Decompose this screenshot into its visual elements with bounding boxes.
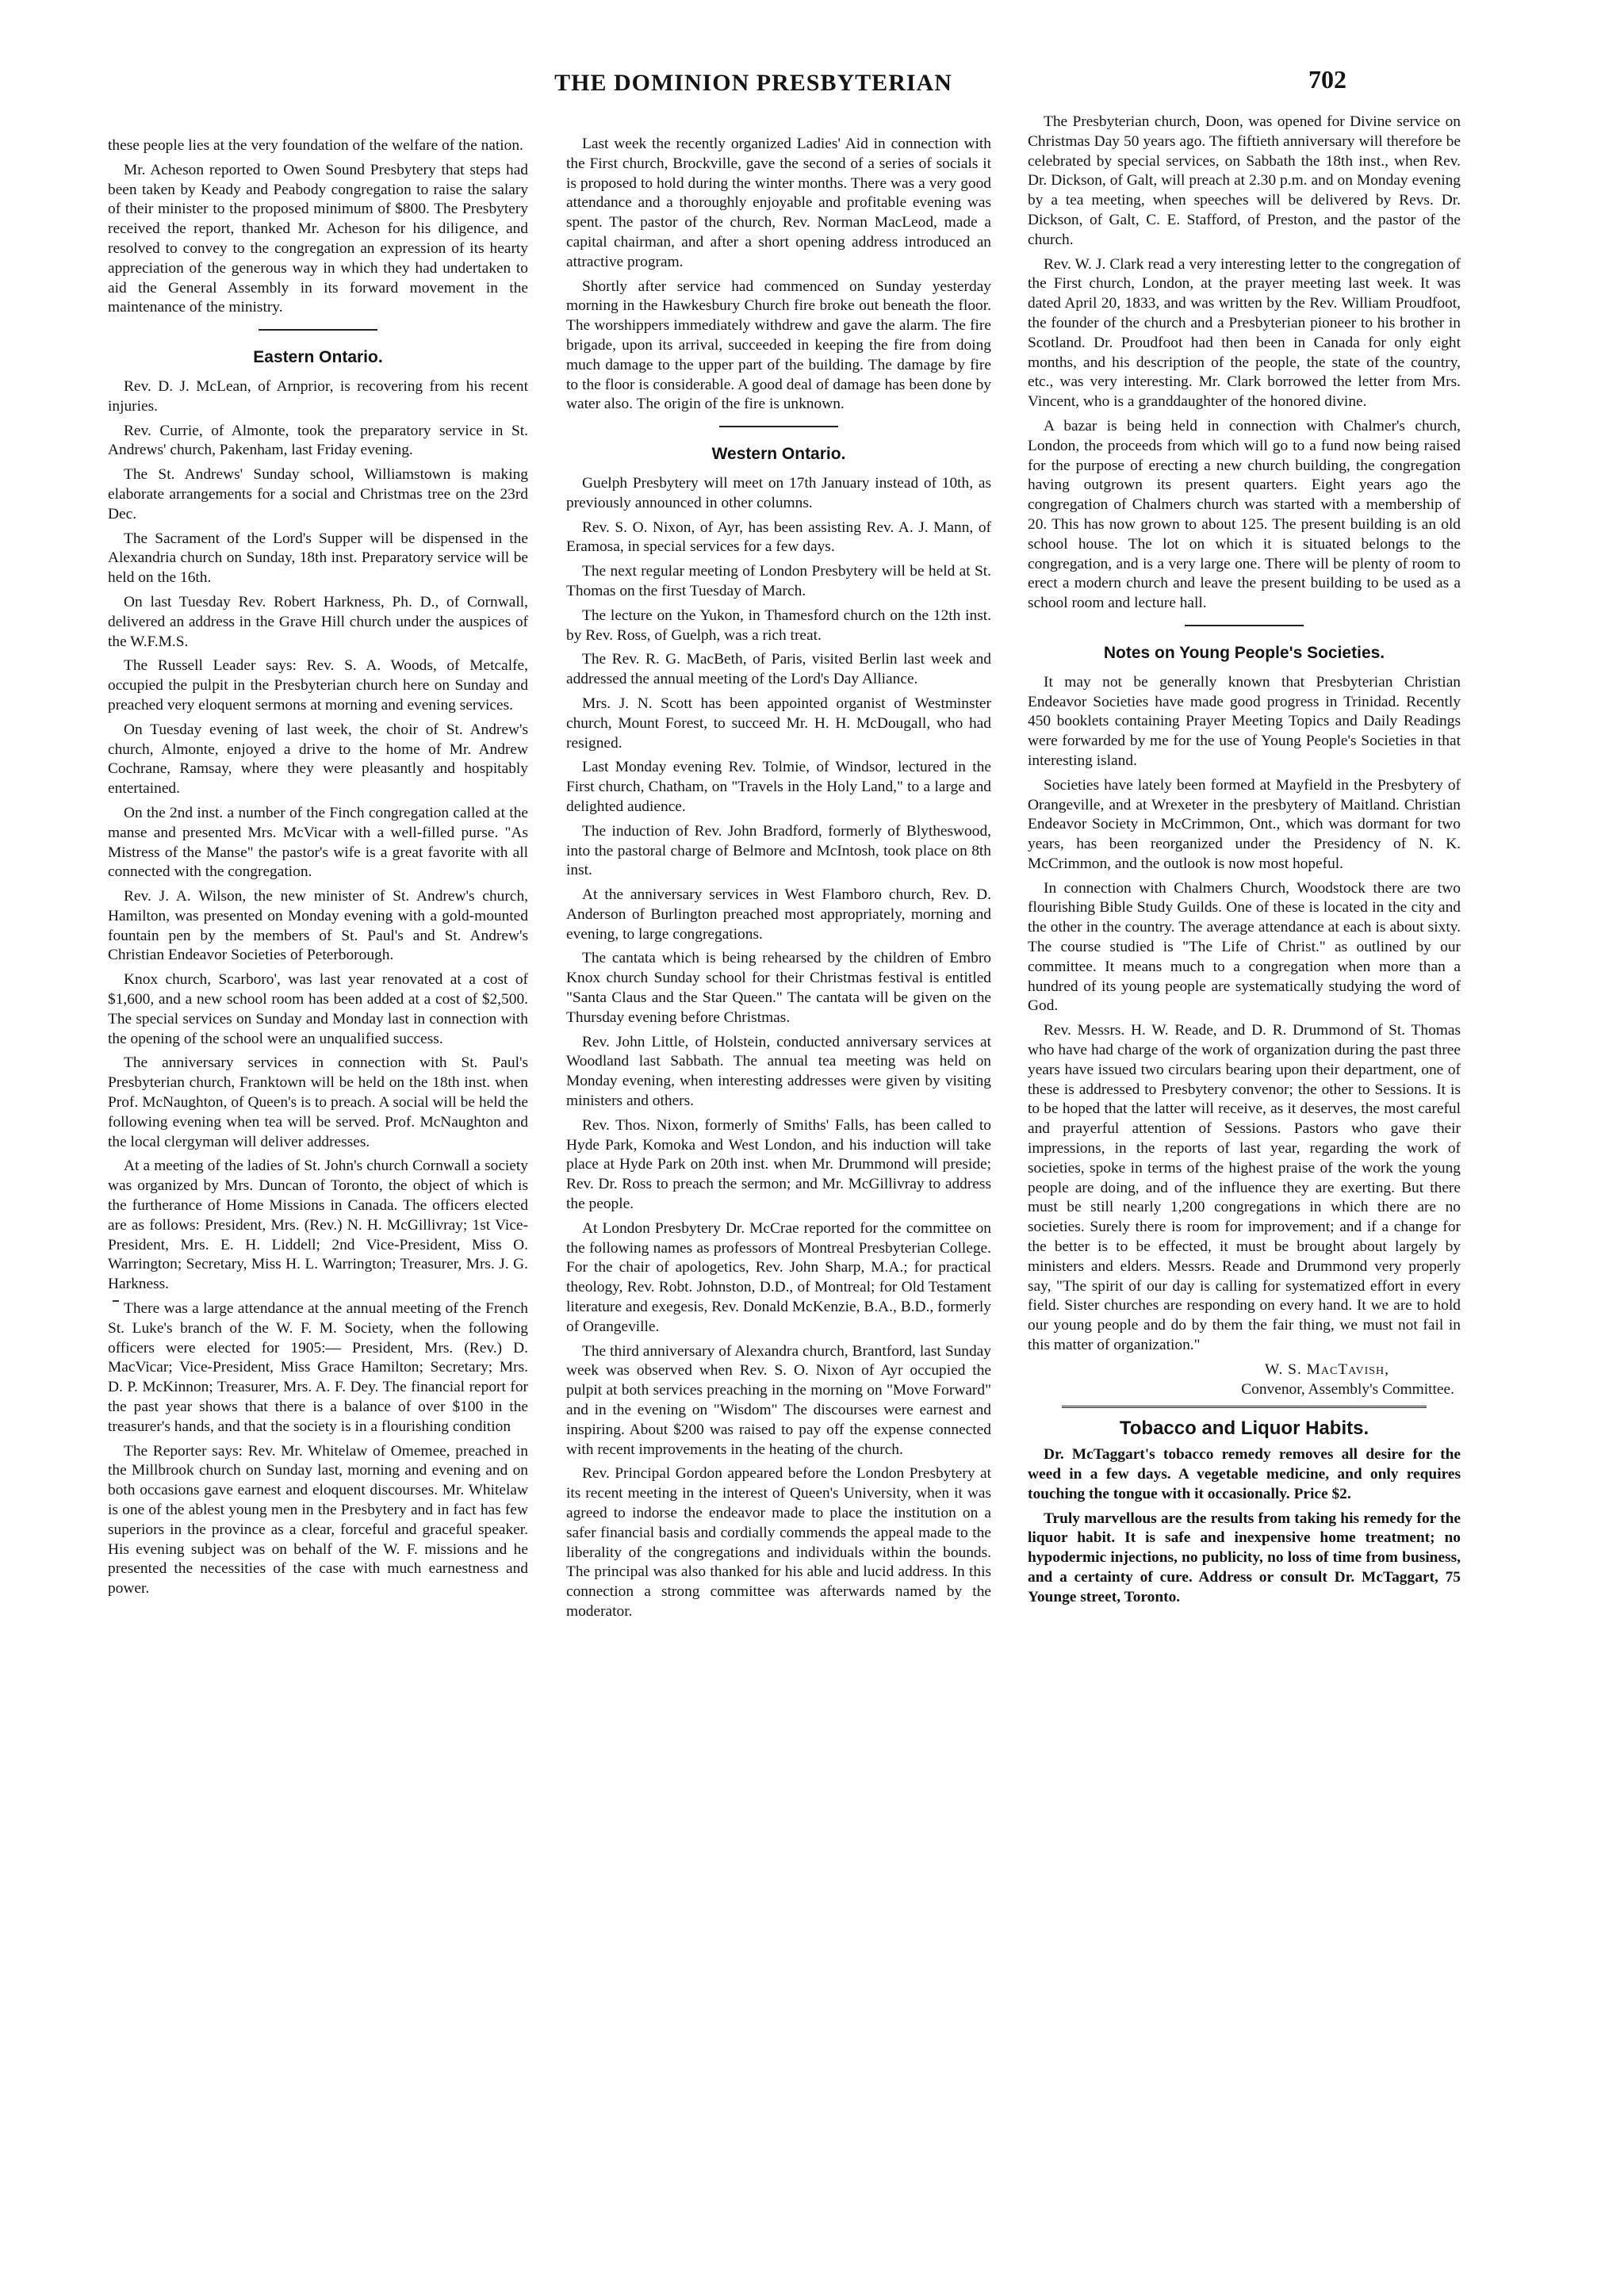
paragraph: these people lies at the very foundation of the welfare of the nation. — [108, 137, 523, 154]
paragraph: Rev. John Little, of Holstein, conducted anniversary services at Woodland last Sabbath. The annual tea meeting was held on Monday evening, when interesting addresses were given by visiting ministers and others. — [566, 1033, 991, 1110]
advertisement-paragraph: Truly marvellous are the results from taking his remedy for the liquor habit. It is safe and inexpensive home treatment; no hypodermic injections, no publicity, no loss of time from business, and a certainty of cure. Address or consult Dr. McTaggart, 75 Younge street, Toronto. — [1028, 1510, 1461, 1605]
paragraph: A bazar is being held in connection with Chalmer's church, London, the proceeds from which will go to a fund now being raised for the purpose of erecting a new church building, the congregation having outgrown its present quarters. Eight years ago the congregation of Chalmers church was started with a membership of 20. This has now grown to about 125. The present building is an old school house. The lot on which it is situated belongs to the congregation, and is a very large one. There will be plenty of room to erect a modern church and leave the present building to be used as a school room and lecture hall. — [1028, 417, 1461, 612]
paragraph: Rev. Principal Gordon appeared before the London Presbytery at its recent meeting in the interest of Queen's University, when it was agreed to indorse the endeavor made to place the institution on a safer financial basis and cordially commends the appeal made to the liberality of the congregations and individuals within the bounds. The principal was also thanked for his able and lucid address. In this connection a strong committee was afterwards named by the moderator. — [566, 1465, 991, 1620]
paragraph: Societies have lately been formed at Mayfield in the Presbytery of Orangeville, and at Wrexeter in the presbytery of Maitland. Christian Endeavor Society in McCrimmon, Ont., which was dormant for two years, has been reorganized under the Presidency of N. K. McCrimmon, and the outlook is now most hopeful. — [1028, 776, 1461, 872]
paragraph: Mrs. J. N. Scott has been appointed organist of Westminster church, Mount Forest, to succeed Mr. H. H. McDougall, who had resigned. — [566, 695, 991, 752]
paragraph: The anniversary services in connection with St. Paul's Presbyterian church, Franktown will be held on the 18th inst. when Prof. McNaughton, of Queen's is to preach. A social will be held the following evening when tea will be served. Prof. McNaughton and the local clergyman will deliver addresses. — [108, 1054, 528, 1150]
paragraph: The Rev. R. G. MacBeth, of Paris, visited Berlin last week and addressed the annual meeting of the Lord's Day Alliance. — [566, 651, 991, 688]
paragraph: Rev. J. A. Wilson, the new minister of St. Andrew's church, Hamilton, was presented on Monday evening with a gold-mounted fountain pen by the members of St. Paul's and St. Andrew's Christian Endeavor Societies of Peterborough. — [108, 888, 528, 964]
paragraph: Rev. Thos. Nixon, formerly of Smiths' Falls, has been called to Hyde Park, Komoka and West London, and his induction will take place at Hyde Park on 20th inst. when Mr. Drummond will preside; Rev. Dr. Ross to preach the sermon; and Mr. McGillivray to address the people. — [566, 1116, 991, 1213]
paragraph: Mr. Acheson reported to Owen Sound Presbytery that steps had been taken by Keady and Peabody congregation to raise the salary of their minister to the proposed minimum of $800. The Presbytery received the report, thanked Mr. Acheson for his diligence, and resolved to convey to the congregation an expression of its hearty appreciation of the generous way in which they had undertaken to aid the General Assembly in its forward movement in the maintenance of the ministry. — [108, 161, 528, 316]
paragraph: Rev. W. J. Clark read a very interesting letter to the congregation of the First church, London, at the prayer meeting last week. It was dated April 20, 1833, and was written by the Rev. William Proudfoot, the founder of the church and a Presbyterian pioneer to his brother in Scotland. Dr. Proudfoot had then been in Canada for only eight months, and his description of the people, the state of the country, etc., was very interesting. Mr. Clark borrowed the letter from Mrs. Vincent, who is a granddaughter of the honored divine. — [1028, 255, 1461, 411]
paragraph: The third anniversary of Alexandra church, Brantford, last Sunday week was observed when Rev. S. O. Nixon of Ayr occupied the pulpit at both services preaching in the morning on "Move Forward" and in the evening on "Wisdom" The discourses were earnest and inspiring. About $200 was raised to pay off the expense connected with recent improvements in the heating of the church. — [566, 1342, 991, 1458]
paragraph: Rev. Currie, of Almonte, took the preparatory service in St. Andrews' church, Pakenham, last Friday evening. — [108, 422, 528, 459]
paragraph: The lecture on the Yukon, in Thamesford church on the 12th inst. by Rev. Ross, of Guelph, was a rich treat. — [566, 607, 991, 644]
paragraph: In connection with Chalmers Church, Woodstock there are two flourishing Bible Study Guilds. One of these is located in the city and the other in the country. The average attendance at each is about sixty. The course studied is "The Life of Christ." as outlined by our committee. It means much to a congregation when more than a hundred of its young people are systematically studying the word of God. — [1028, 879, 1461, 1015]
paragraph: On Tuesday evening of last week, the choir of St. Andrew's church, Almonte, enjoyed a drive to the home of Mr. Andrew Cochrane, Ramsay, where they were pleasantly and hospitably entertained. — [108, 721, 528, 798]
paragraph: Shortly after service had commenced on Sunday yesterday morning in the Hawkesbury Church fire broke out beneath the floor. The worshippers immediately withdrew and gave the alarm. The fire brigade, upon its arrival, succeeded in keeping the fire from doing much damage to the upper part of the building. The damage by fire to the floor is considerable. A good deal of damage has been done by water also. The origin of the fire is unknown. — [566, 277, 991, 413]
paragraph: The Sacrament of the Lord's Supper will be dispensed in the Alexandria church on Sunday, 18th inst. Preparatory service will be held on the 16th. — [108, 530, 528, 587]
advertisement-paragraph: Dr. McTaggart's tobacco remedy removes all desire for the weed in a few days. A vegetable medicine, and only requires touching the tongue with it occasionally. Price $2. — [1028, 1446, 1461, 1502]
section-heading-eastern-ontario: Eastern Ontario. — [253, 348, 383, 367]
paragraph: Rev. D. J. McLean, of Arnprior, is recovering from his recent injuries. — [108, 377, 528, 415]
section-divider — [259, 329, 377, 331]
paragraph: The Russell Leader says: Rev. S. A. Woods, of Metcalfe, occupied the pulpit in the Presbyterian church here on Sunday and preached very eloquent sermons at morning and evening services. — [108, 657, 528, 714]
paragraph: Knox church, Scarboro', was last year renovated at a cost of $1,600, and a new school room has been added at a cost of $2,500. The special services on Sunday and Monday last in connection with the opening of the school were an unqualified success. — [108, 971, 528, 1047]
paragraph: Last Monday evening Rev. Tolmie, of Windsor, lectured in the First church, Chatham, on "Travels in the Holy Land," to a large and delighted audience. — [566, 759, 991, 815]
page-number: 702 — [1308, 65, 1346, 94]
paragraph: The induction of Rev. John Bradford, formerly of Blytheswood, into the pastoral charge of Belmore and McIntosh, took place on 8th inst. — [566, 822, 991, 879]
paragraph: At a meeting of the ladies of St. John's church Cornwall a society was organized by Mrs. Duncan of Toronto, the object of which is the furtherance of Home Missions in Canada. The officers elected are as follows: President, Mrs. (Rev.) N. H. McGillivray; 1st Vice-President, Mrs. E. H. Liddell; 2nd Vice-President, Miss O. Warrington; Secretary, Miss H. L. Warrington; Treasurer, Mrs. J. G. Harkness. — [108, 1158, 528, 1293]
paragraph: Rev. S. O. Nixon, of Ayr, has been assisting Rev. A. J. Mann, of Eramosa, in special services for a few days. — [566, 519, 991, 556]
signature-title: Convenor, Assembly's Committee. — [1241, 1380, 1454, 1398]
paragraph: It may not be generally known that Presbyterian Christian Endeavor Societies have made good progress in Trinidad. Recently 450 booklets containing Prayer Meeting Topics and Daily Readings were forwarded by me for the use of Young People's Societies in that interesting island. — [1028, 673, 1461, 769]
paragraph: The cantata which is being rehearsed by the children of Embro Knox church Sunday school for their Christmas festival is entitled "Santa Claus and the Star Queen." The cantata will be given on the Thursday evening before Christmas. — [566, 950, 991, 1026]
page-title: THE DOMINION PRESBYTERIAN — [554, 70, 952, 96]
paragraph: Rev. Messrs. H. W. Reade, and D. R. Drummond of St. Thomas who have had charge of the work of organization during the past three years have issued two circulars bearing upon their department, one of these is addressed to Presbytery convenor; the other to Sessions. It is to be hoped that the latter will receive, as it deserves, the most careful and prayerful attention of Sessions. Pastors who gave their impressions, in the reports of last year, regarding the work of societies, spoke in terms of the highest praise of the work the young people are doing, and of the influence they are exerting. But there must be still nearly 1,200 congregations in which there are no societies. Surely there is room for improvement; and if a change for the better is to be effected, it must be brought about largely by ministers and elders. Messrs. Reade and Drummond very properly say, "The spirit of our day is calling for systematized effort in every field. Sister churches are responding on every hand. It we are to hold our young people and do by them the fair thing, we must not fail in this matter of organization." — [1028, 1022, 1461, 1354]
paragraph: On last Tuesday Rev. Robert Harkness, Ph. D., of Cornwall, delivered an address in the Grave Hill church under the auspices of the W.F.M.S. — [108, 593, 528, 650]
advertisement-divider — [1062, 1406, 1427, 1408]
signature-name: W. S. MacTavish, — [1264, 1360, 1389, 1378]
advertisement-heading: Tobacco and Liquor Habits. — [1119, 1418, 1369, 1440]
column-1 — [108, 136, 528, 1604]
paragraph: The next regular meeting of London Presbytery will be held at St. Thomas on the first Tuesday of March. — [566, 563, 991, 599]
paragraph: The St. Andrews' Sunday school, Williamstown is making elaborate arrangements for a social and Christmas tree on the 23rd Dec. — [108, 466, 528, 522]
paragraph: On the 2nd inst. a number of the Finch congregation called at the manse and presented Mrs. McVicar with a well-filled purse. "As Mistress of the Manse" the pastor's wife is a great favorite with all connected with the congregation. — [108, 804, 528, 881]
column-2 — [566, 135, 991, 1627]
paragraph: Last week the recently organized Ladies' Aid in connection with the First church, Brockville, gave the second of a series of socials it is proposed to hold during the winter months. There was a very good attendance and a thoroughly enjoyable and profitable evening was spent. The pastor of the church, Rev. Norman MacLeod, made a capital chairman, and after a short opening address introduced an attractive program. — [566, 136, 991, 270]
section-divider — [719, 426, 838, 427]
column-3 — [1028, 113, 1461, 1613]
section-divider — [1185, 625, 1304, 626]
paragraph: At London Presbytery Dr. McCrae reported for the committee on the following names as professors of Montreal Presbyterian College. For the chair of apologetics, Rev. John Sharp, M.A.; for practical theology, Rev. Robt. Johnston, D.D., of Montreal; for Old Testament literature and exegesis, Rev. Donald McKenzie, B.A., B.D., formerly of Orangeville. — [566, 1219, 991, 1335]
paragraph: At the anniversary services in West Flamboro church, Rev. D. Anderson of Burlington preached most appropriately, morning and evening, to large congregations. — [566, 886, 991, 943]
paragraph: Guelph Presbytery will meet on 17th January instead of 10th, as previously announced in other columns. — [566, 474, 991, 511]
paragraph: The Reporter says: Rev. Mr. Whitelaw of Omemee, preached in the Millbrook church on Sunday last, morning and evening and on both occasions gave earnest and eloquent discourses. Mr. Whitelaw is one of the ablest young men in the Presbytery and in fact has few superiors in the province as a clear, forceful and graceful speaker. His evening subject was on behalf of the W. F. missions and he presented the necessities of the case with much earnestness and power. — [108, 1442, 528, 1598]
section-heading-young-peoples-societies: Notes on Young People's Societies. — [1103, 643, 1385, 662]
section-heading-western-ontario: Western Ontario. — [711, 445, 846, 464]
paragraph: The Presbyterian church, Doon, was opened for Divine service on Christmas Day 50 years ago. The fiftieth anniversary will therefore be celebrated by special services, on Sabbath the 18th inst., when Rev. Dr. Dickson, of Galt, will preach at 2.30 p.m. and on Monday evening by a tea meeting, when speeches will be delivered by Revs. Dr. Dickson, of Galt, C. E. Stafford, of Preston, and the pastor of the church. — [1028, 113, 1461, 248]
paragraph: There was a large attendance at the annual meeting of the French St. Luke's branch of the W. F. M. Society, when the following officers were elected for 1905:— President, Mrs. (Rev.) D. MacVicar; Vice-President, Miss Grace Hamilton; Secretary; Mrs. D. P. McKinnon; Treasurer, Mrs. A. F. Dey. The financial report for the past year shows that there is a balance of over $100 in the treasurer's hands, and that the society is in a flourishing condition — [108, 1300, 528, 1435]
